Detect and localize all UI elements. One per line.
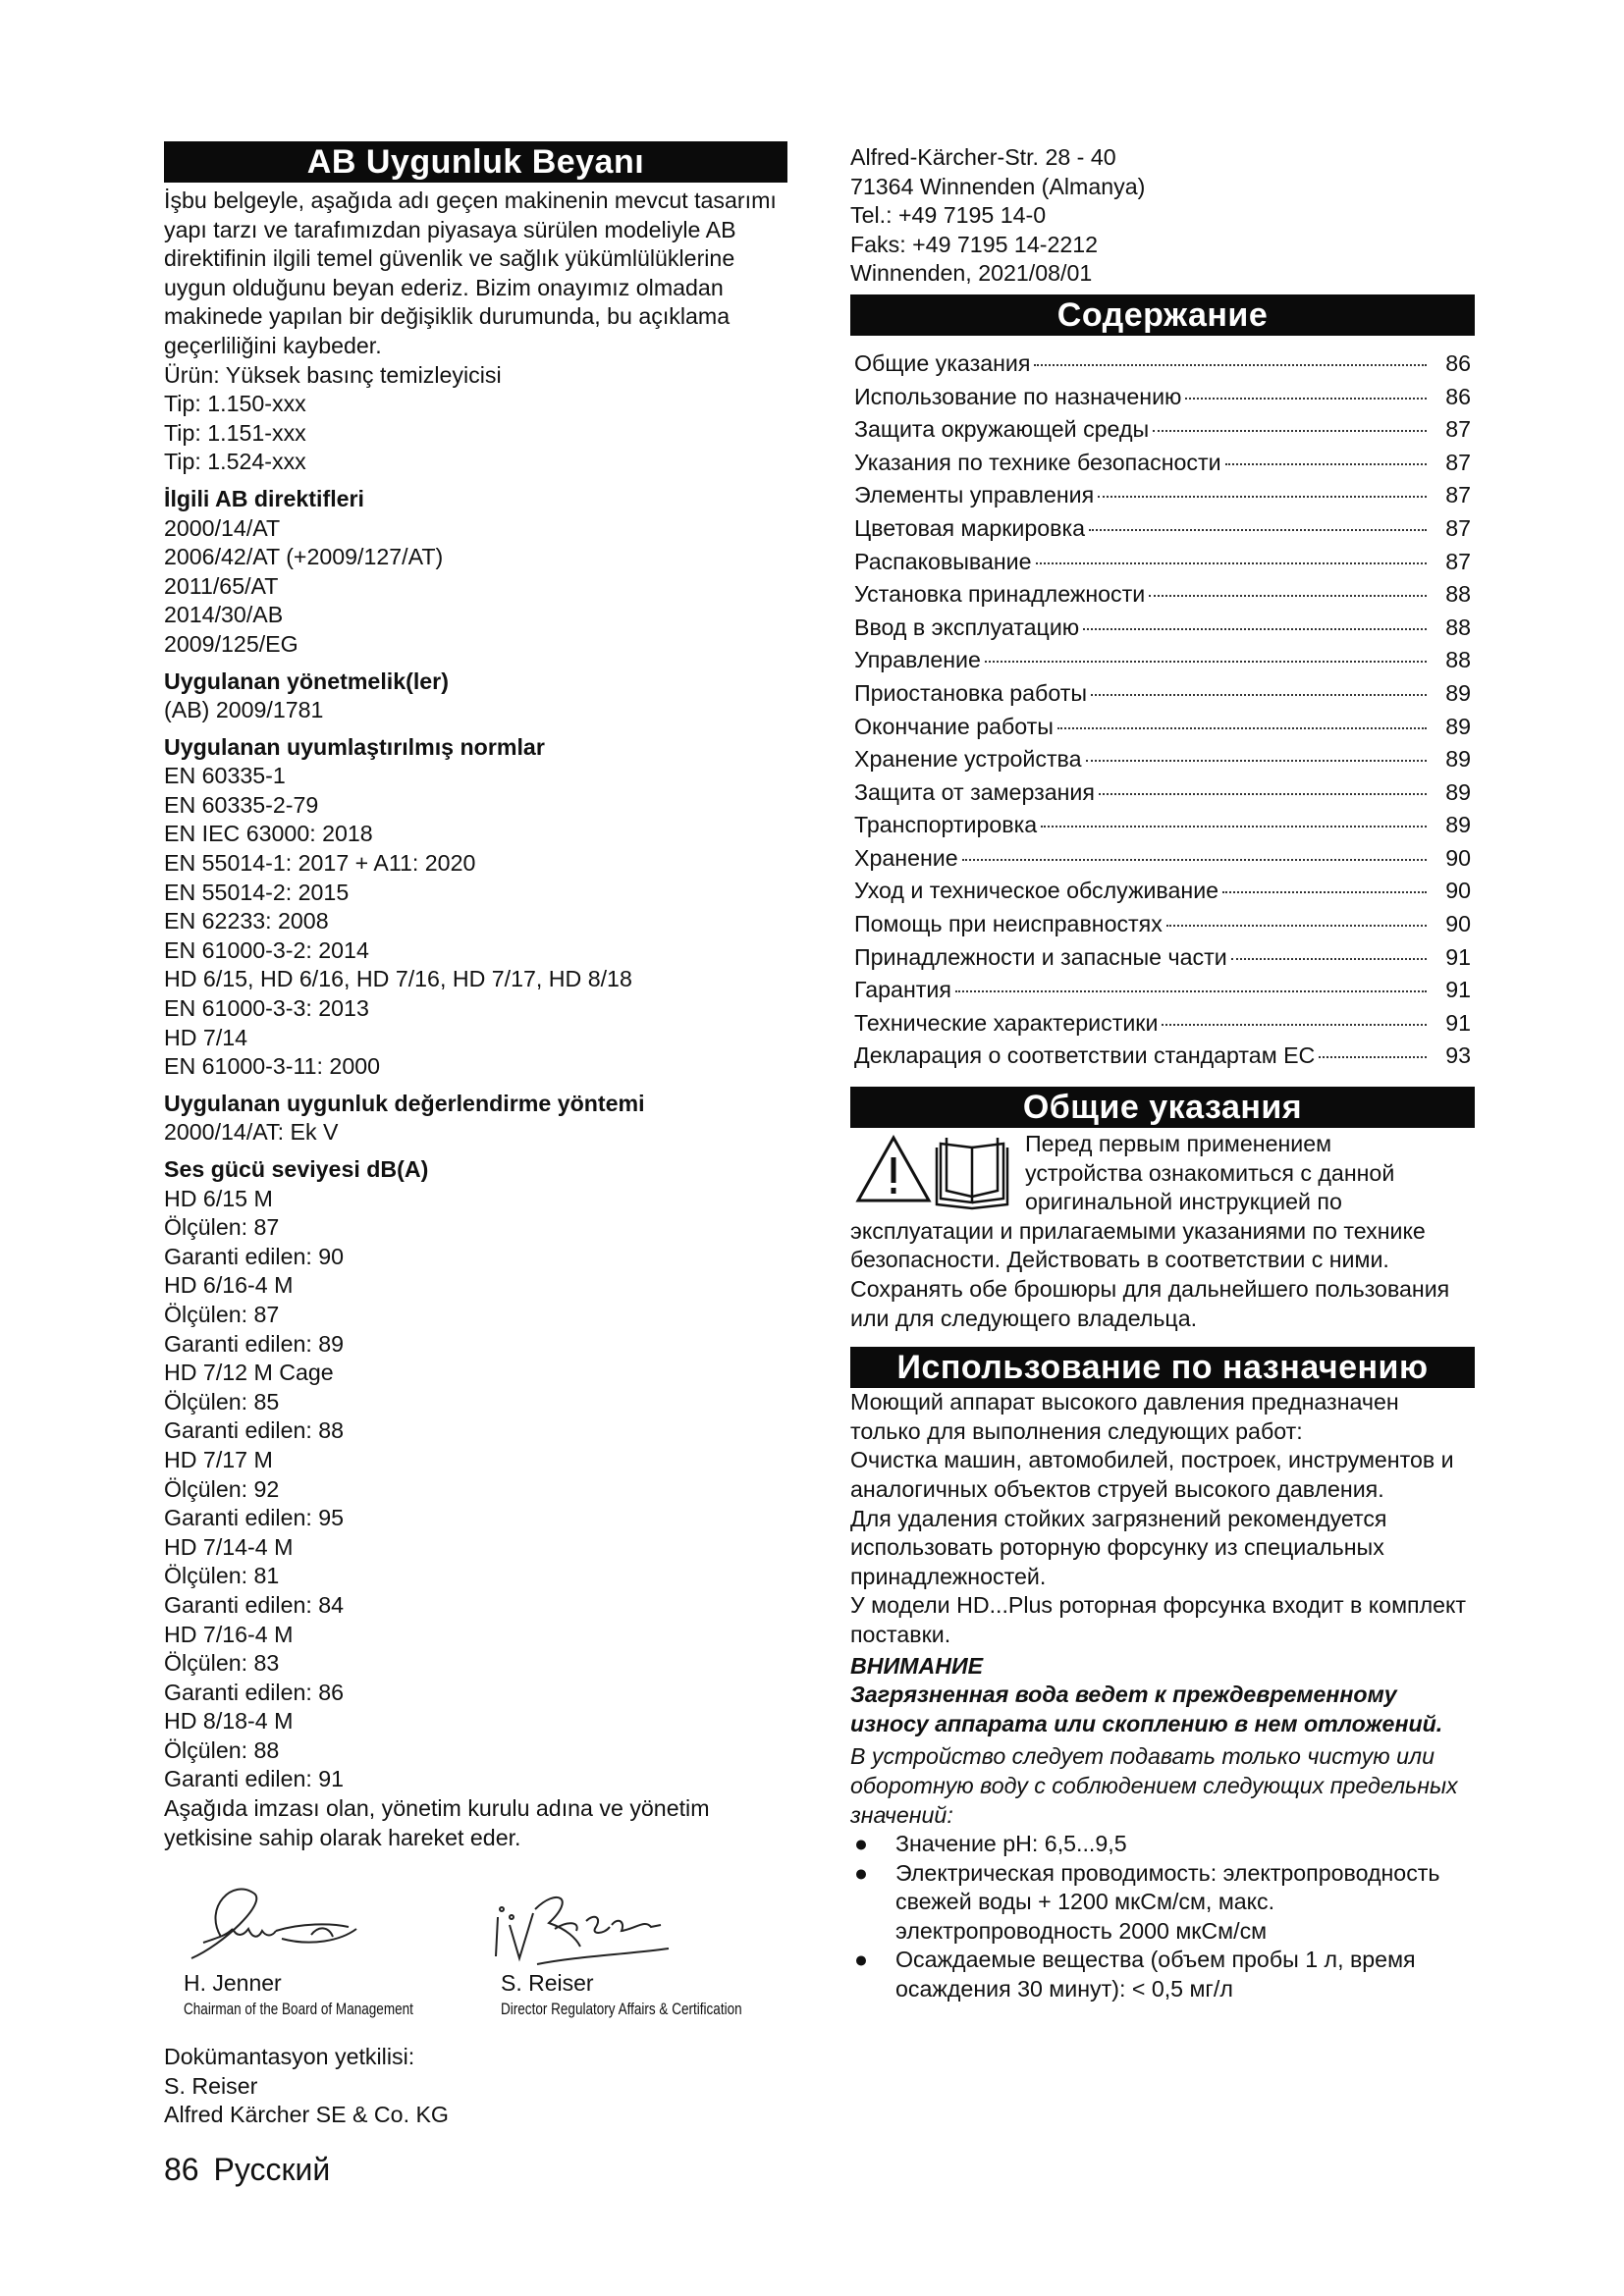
toc-entry[interactable] [850,413,1475,447]
toc-entry-title: Технические характеристики [854,1009,1159,1036]
toc-entry-page: 87 [1445,416,1471,443]
sound-level-item: Ölçülen: 87 [164,1214,280,1241]
product-line: Tip: 1.151-xxx [164,419,306,446]
toc-entry-page: 87 [1445,482,1471,508]
toc-entry-title: Хранение [854,844,958,871]
toc-entry[interactable] [850,974,1475,1007]
attention-label: ВНИМАНИЕ [850,1652,984,1679]
toc-dot-leader [1099,793,1427,795]
sound-level-item: HD 8/18-4 M [164,1708,294,1735]
page-number: 86 [164,2152,199,2187]
sound-level-item: Garanti edilen: 89 [164,1330,345,1357]
toc-dot-leader [1036,562,1427,564]
signatory-text: Aşağıda imzası olan, yönetim kurulu adına ve yönetim yetkisine sahip olarak hareket eder. [164,1795,710,1850]
intended-use-p2: Очистка машин, автомобилей, построек, инструментов и аналогичных объектов струей высокого давления. [850,1447,1454,1502]
bullet-item [850,1859,1475,1947]
toc-entry-title: Защита от замерзания [854,778,1095,805]
toc-entry-page: 89 [1445,778,1471,805]
toc-entry[interactable] [850,875,1475,908]
bullet-text: Значение pH: 6,5...9,5 [895,1831,1127,1857]
bullet-text: Осаждаемые вещества (объем пробы 1 л, время осаждения 30 минут): < 0,5 мг/л [895,1947,1416,2002]
norm-item: EN IEC 63000: 2018 [164,821,373,847]
company-address [850,143,1475,289]
toc-entry-page: 86 [1445,383,1471,409]
toc-entry[interactable] [850,578,1475,612]
norm-item: EN 60335-2-79 [164,791,319,818]
intended-use-p1: Моющий аппарат высокого давления предназначен только для выполнения следующих работ: [850,1389,1399,1444]
sound-level-item: HD 7/16-4 M [164,1621,294,1647]
norm-item: EN 55014-2: 2015 [164,879,350,905]
product-line: Tip: 1.150-xxx [164,391,306,417]
intended-use-p4: У модели HD...Plus роторная форсунка входит в комплект поставки. [850,1592,1467,1647]
general-notes-keep: Сохранять обе брошюры для дальнейшего пользования или для следующего владельца. [850,1276,1450,1331]
toc-entry-page: 91 [1445,943,1471,970]
toc-entry-title: Элементы управления [854,482,1095,508]
sound-level-item: HD 7/17 M [164,1446,273,1472]
toc-entry-title: Хранение устройства [854,746,1082,773]
eu-declaration-heading: AB Uygunluk Beyanı [164,141,787,183]
toc-heading: Содержание [850,294,1475,336]
toc-entry[interactable] [850,381,1475,414]
norm-item: EN 61000-3-3: 2013 [164,995,369,1022]
toc-entry-title: Цветовая маркировка [854,514,1086,541]
toc-dot-leader [1153,430,1427,432]
toc-entry-title: Помощь при неисправностях [854,911,1163,937]
intended-use-p3: Для удаления стойких загрязнений рекомендуется использовать роторную форсунку из специальных принадлежностей. [850,1505,1387,1589]
toc-dot-leader [1083,628,1427,630]
toc-dot-leader [1041,826,1427,828]
norms-title: Uygulanan uyumlaştırılmış normlar [164,733,545,760]
toc-dot-leader [1034,364,1427,366]
attention-text: Загрязненная вода ведет к преждевременному износу аппарата или скоплению в нем отложений. [850,1682,1443,1736]
left-column [164,141,787,2130]
toc-entry-title: Гарантия [854,977,951,1003]
toc-entry[interactable] [850,842,1475,876]
signature-block [164,1878,787,2033]
directive-item: 2011/65/AT [164,572,279,599]
general-notes-line: Перед первым применением [1025,1131,1332,1157]
norm-item: EN 60335-1 [164,763,286,789]
sound-level-item: HD 7/14-4 M [164,1533,294,1560]
toc-dot-leader [1185,398,1427,400]
toc-entry-page: 91 [1445,1009,1471,1036]
toc-dot-leader [1098,496,1427,498]
page-footer [164,2150,330,2189]
toc-entry-page: 87 [1445,548,1471,574]
documentation-line: Alfred Kärcher SE & Co. KG [164,2102,449,2128]
sound-level-item: HD 6/15 M [164,1185,273,1211]
sound-level-item: Garanti edilen: 88 [164,1417,345,1444]
sound-level-item: Ölçülen: 92 [164,1475,280,1502]
sound-level-item: Ölçülen: 81 [164,1563,280,1589]
product-lines [164,361,787,477]
toc-entry[interactable] [850,809,1475,842]
address-line: Winnenden, 2021/08/01 [850,260,1093,287]
general-notes-intro [850,1130,1475,1217]
toc-entry-title: Общие указания [854,349,1031,376]
toc-entry-title: Указания по технике безопасности [854,449,1221,475]
toc-dot-leader [1089,529,1427,531]
sound-level-item: Ölçülen: 83 [164,1650,280,1677]
directives-list [164,514,787,660]
water-limits-list [850,1830,1475,2004]
toc-entry-title: Ввод в эксплуатацию [854,614,1080,640]
bullet-text: Электрическая проводимость: электропроводность свежей воды + 1200 мкСм/см, макс. электропроводность 2000 мкСм/см [895,1859,1440,1944]
toc-entry[interactable] [850,711,1475,744]
toc-entry[interactable] [850,479,1475,512]
address-line: Alfred-Kärcher-Str. 28 - 40 [850,144,1116,170]
toc-entry[interactable] [850,908,1475,941]
toc-entry-page: 90 [1445,878,1471,904]
toc-entry-title: Принадлежности и запасные части [854,943,1227,970]
sound-level-item: Garanti edilen: 84 [164,1591,345,1618]
toc-dot-leader [1091,694,1427,696]
norm-item: EN 61000-3-11: 2000 [164,1053,381,1080]
toc-entry[interactable] [850,1040,1475,1073]
toc-entry-page: 88 [1445,647,1471,673]
sound-level-list [164,1185,787,1794]
toc-entry-title: Распаковывание [854,548,1032,574]
toc-dot-leader [1231,958,1427,960]
general-notes-line: устройства ознакомиться с данной [1025,1159,1395,1186]
norms-list [164,762,787,1082]
toc-entry-page: 89 [1445,746,1471,773]
toc-entry-page: 87 [1445,449,1471,475]
documentation-contact [164,2043,787,2130]
norm-item: HD 7/14 [164,1024,248,1050]
signature-reiser [496,1897,669,1964]
toc-entry[interactable] [850,941,1475,975]
toc-entry[interactable] [850,447,1475,480]
toc-entry-title: Установка принадлежности [854,581,1146,608]
toc-entry[interactable] [850,677,1475,711]
toc-dot-leader [1225,463,1427,465]
sound-level-item: Garanti edilen: 95 [164,1505,345,1531]
toc-entry-page: 90 [1445,911,1471,937]
toc-entry-page: 88 [1445,614,1471,640]
sound-level-item: Ölçülen: 87 [164,1301,280,1327]
sound-level-item: HD 6/16-4 M [164,1272,294,1299]
toc-entry-page: 91 [1445,977,1471,1003]
toc-entry[interactable] [850,743,1475,776]
bullet-item [850,1946,1475,2003]
intended-use-heading: Использование по назначению [850,1347,1475,1388]
toc-dot-leader [1057,727,1427,729]
toc-dot-leader [1086,760,1427,762]
documentation-line: S. Reiser [164,2072,258,2099]
table-of-contents [850,347,1475,1073]
toc-dot-leader [1149,595,1427,597]
toc-dot-leader [955,990,1427,992]
toc-entry[interactable] [850,546,1475,579]
toc-entry-page: 89 [1445,679,1471,706]
directive-item: 2000/14/AT [164,514,281,541]
general-notes-text: эксплуатации и прилагаемыми указаниями по технике безопасности. Действовать в соответствии с ними. [850,1217,1426,1273]
procedure-title: Uygulanan uygunluk değerlendirme yöntemi [164,1090,645,1116]
toc-entry[interactable] [850,612,1475,645]
sound-level-item: Garanti edilen: 86 [164,1679,345,1705]
toc-entry-title: Управление [854,647,981,673]
toc-entry-title: Декларация о соответствии стандартам ЕС [854,1042,1316,1069]
directive-item: 2006/42/AT (+2009/127/AT) [164,544,444,570]
toc-entry[interactable] [850,644,1475,677]
toc-entry-page: 90 [1445,844,1471,871]
sound-level-item: HD 7/12 M Cage [164,1360,334,1386]
toc-entry-title: Уход и техническое обслуживание [854,878,1219,904]
signature-role-reiser: Director Regulatory Affairs & Certification [501,2001,742,2019]
address-line: Tel.: +49 7195 14-0 [850,202,1047,229]
declaration-intro: İşbu belgeyle, aşağıda adı geçen makinenin mevcut tasarımı yapı tarzı ve tarafımızdan piyasaya sürülen modeliyle AB direktifinin ilgili temel güvenlik ve sağlık yükümlülüklerine uygun olduğunu beyan ederiz. Bizim onayımız olmadan makinede yapılan bir değişiklik durumunda, bu açıklama geçerliliğini kaybeder. [164,187,777,358]
bullet-dot: ● [854,1947,869,1973]
toc-dot-leader [1166,925,1427,927]
footer-language: Русский [213,2152,331,2187]
sound-level-item: Garanti edilen: 91 [164,1766,345,1792]
toc-entry-page: 86 [1445,349,1471,376]
general-notes-icon-text [1013,1130,1394,1217]
directive-item: 2009/125/EG [164,630,298,657]
toc-entry-page: 88 [1445,581,1471,608]
general-notes-heading: Общие указания [850,1087,1475,1128]
norm-item: EN 55014-1: 2017 + A11: 2020 [164,850,476,877]
product-line: Tip: 1.524-xxx [164,449,306,475]
procedure-item: 2000/14/AT: Ek V [164,1119,339,1146]
toc-entry-title: Окончание работы [854,713,1054,739]
sound-level-item: Ölçülen: 85 [164,1388,280,1415]
norm-item: EN 61000-3-2: 2014 [164,936,369,963]
toc-entry-title: Транспортировка [854,812,1038,838]
toc-dot-leader [962,859,1427,861]
norm-item: EN 62233: 2008 [164,908,329,934]
toc-dot-leader [1162,1024,1427,1026]
toc-entry-page: 89 [1445,713,1471,739]
address-line: Faks: +49 7195 14-2212 [850,231,1099,257]
signature-name-reiser: S. Reiser [501,1970,594,1997]
norm-item: HD 6/15, HD 6/16, HD 7/16, HD 7/17, HD 8/18 [164,966,632,992]
directives-title: İlgili AB direktifleri [164,485,364,511]
toc-dot-leader [1319,1056,1427,1058]
bullet-dot: ● [854,1831,869,1857]
sound-level-item: Garanti edilen: 90 [164,1243,345,1269]
address-line: 71364 Winnenden (Almanya) [850,173,1146,199]
toc-entry-page: 89 [1445,812,1471,838]
attention-note: В устройство следует подавать только чистую или оборотную воду с соблюдением следующих предельных значений: [850,1743,1458,1828]
signature-role-jenner: Chairman of the Board of Management [184,2001,413,2019]
toc-entry-page: 87 [1445,514,1471,541]
toc-entry[interactable] [850,776,1475,810]
toc-entry-page: 93 [1445,1042,1471,1069]
toc-entry-title: Приостановка работы [854,679,1088,706]
warning-manual-icon [850,1130,1013,1216]
sound-level-title: Ses gücü seviyesi dB(A) [164,1156,429,1182]
regulations-list [164,696,787,725]
toc-entry[interactable] [850,512,1475,546]
procedure-list [164,1118,787,1148]
documentation-line: Dokümantasyon yetkilisi: [164,2044,415,2070]
toc-entry-title: Использование по назначению [854,383,1182,409]
bullet-dot: ● [854,1859,869,1886]
toc-entry[interactable] [850,347,1475,381]
signature-jenner [191,1890,356,1958]
general-notes-line: оригинальной инструкцией по [1025,1189,1342,1215]
toc-entry-title: Защита окружающей среды [854,416,1150,443]
toc-dot-leader [1222,891,1427,893]
regulation-item: (AB) 2009/1781 [164,697,324,723]
right-column [850,141,1475,2004]
product-line: Ürün: Yüksek basınç temizleyicisi [164,361,502,388]
sound-level-item: Ölçülen: 88 [164,1736,280,1763]
toc-dot-leader [985,661,1427,663]
directive-item: 2014/30/AB [164,602,284,628]
signature-name-jenner: H. Jenner [184,1970,282,1997]
bullet-item [850,1830,1475,1859]
toc-entry[interactable] [850,1007,1475,1041]
signature-drawings [164,1878,787,1976]
regulations-title: Uygulanan yönetmelik(ler) [164,667,449,694]
